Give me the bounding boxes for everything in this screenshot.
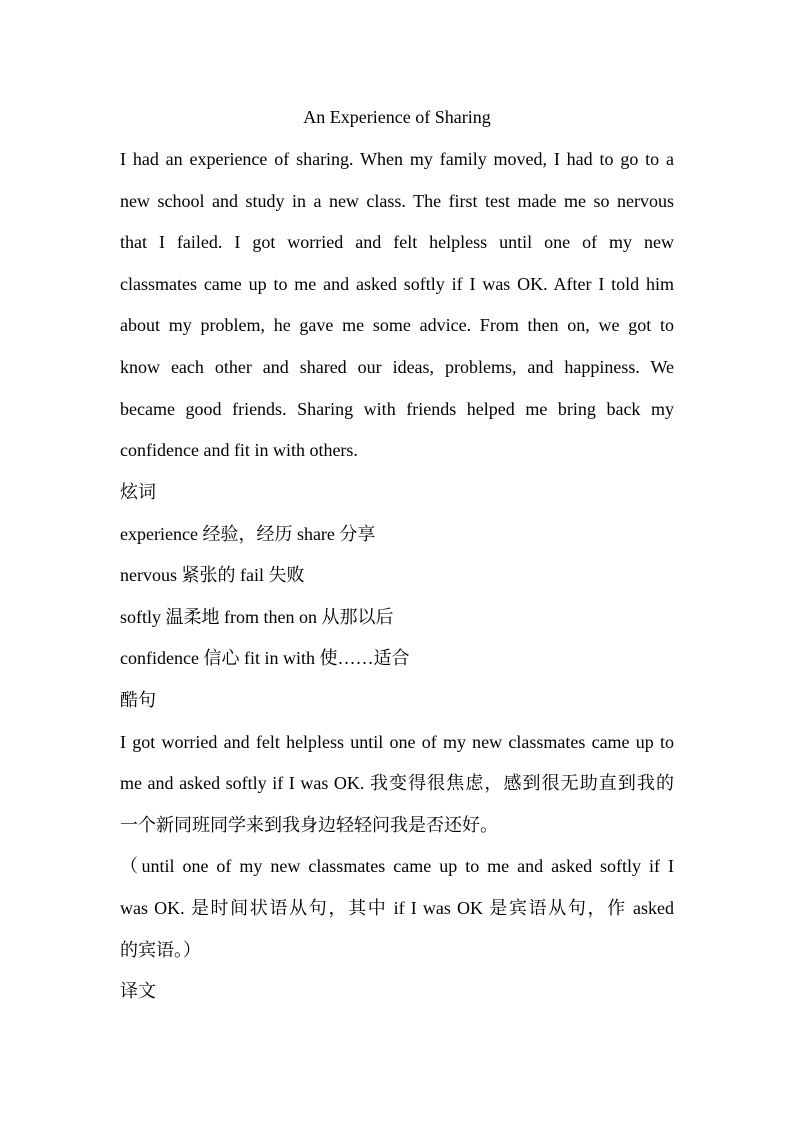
paragraph-line: I had an experience of sharing. When my family moved, I had to go to a [120, 149, 674, 169]
sentence-line: I got worried and felt helpless until one of my new classmates came up to [120, 732, 674, 752]
document-title: An Experience of Sharing [303, 107, 491, 127]
sentence-line: me and asked softly if I was OK. 我变得很焦虑，感到很无助直到我的 [120, 773, 674, 793]
vocab-line: confidence 信心 fit in with 使……适合 [120, 648, 410, 668]
paragraph-line: classmates came up to me and asked softly if I was OK. After I told him [120, 274, 674, 294]
vocab-line: softly 温柔地 from then on 从那以后 [120, 607, 394, 627]
sentence-note-line: （until one of my new classmates came up to me and asked softly if I [120, 856, 674, 876]
paragraph-line: know each other and shared our ideas, problems, and happiness. We [120, 357, 674, 377]
vocab-line: nervous 紧张的 fail 失败 [120, 565, 305, 585]
paragraph-line: about my problem, he gave me some advice. From then on, we got to [120, 315, 674, 335]
translation-heading: 译文 [120, 981, 156, 1001]
paragraph-line: new school and study in a new class. The first test made me so nervous [120, 191, 674, 211]
sentence-note-line: was OK. 是时间状语从句，其中 if I was OK 是宾语从句，作 asked [120, 898, 674, 918]
paragraph-line: that I failed. I got worried and felt helpless until one of my new [120, 232, 674, 252]
paragraph-line: became good friends. Sharing with friends helped me bring back my [120, 399, 674, 419]
sentence-note-line: 的宾语。） [120, 940, 201, 960]
vocab-heading: 炫词 [120, 482, 156, 502]
vocab-line: experience 经验，经历 share 分享 [120, 524, 376, 544]
paragraph-line: confidence and fit in with others. [120, 440, 358, 460]
sentence-line: 一个新同班同学来到我身边轻轻问我是否还好。 [120, 815, 498, 835]
sentence-heading: 酷句 [120, 690, 156, 710]
